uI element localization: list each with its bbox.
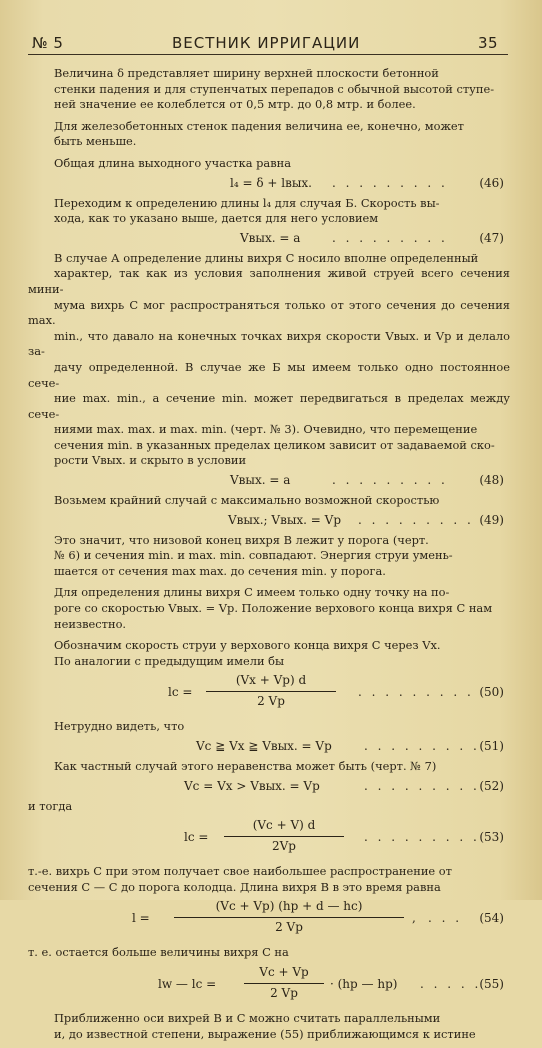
paragraph: Нетрудно видеть, что (54, 719, 185, 734)
header-rule (28, 54, 508, 55)
paragraph: Обозначим скорость струи у верхового конца вихря С через Vx. По аналогии с предыдущим имели бы (54, 638, 441, 668)
equation-49: Vвых.; Vвых. = Vр . . . . . . . . . (49) (228, 512, 504, 527)
paragraph: В случае А определение длины вихря С носило вполне определенный характер, так как из условия заполнения живой струей всего сечения мини- мума вихрь С мог распространяться только от этого сечения до сечения max. min., что давало на конечных точках вихря скорости Vвых. и Vр и делало за- дачу определенной. В случае же Б мы имеем только одно постоянное сече- ние max. min., а сечение min. может передвигаться в пределах между сече- ниями max. max. и max. min. (черт. № 3). Очевидно, что перемещение сечения min. в указанных пределах целиком зависит от задаваемой ско- рости Vвых. и скрыто в условии (28, 250, 510, 468)
paragraph: Переходим к определению длины l₄ для случая Б. Скорость вы- хода, как то указано выше, дается для него условием (54, 195, 440, 226)
paragraph: Как частный случай этого неравенства может быть (черт. № 7) (54, 759, 437, 773)
equation-47: Vвых. = a . . . . . . . . . (47) (240, 230, 504, 245)
paragraph: Общая длина выходного участка равна (54, 155, 292, 170)
paragraph: Для определения длины вихря С имеем только одну точку на по- роге со скоростью Vвых. = Vр. Положение верхового конца вихря С нам неизвестно. (54, 585, 493, 631)
equation-54: l = (Vс + Vр) (hр + d — hс) 2 Vр , . . . (54) (132, 899, 504, 935)
paragraph: т.-е. вихрь С при этом получает свое наибольшее распространение от сечения С — С до порога колодца. Длина вихря В в это время равна (28, 864, 452, 894)
paragraph: Для железобетонных стенок падения величина ее, конечно, может быть меньше. (54, 118, 464, 149)
equation-50: lс = (Vx + Vр) d 2 Vр . . . . . . . . . (50) (168, 673, 504, 709)
equation-48: Vвых. = a . . . . . . . . . (48) (230, 473, 504, 488)
equation-51: Vс ≧ Vx ≧ Vвых. = Vр . . . . . . . . . (51) (196, 739, 504, 753)
equation-53: lс = (Vс + V) d 2Vр . . . . . . . . . (53) (184, 818, 504, 854)
equation-46: l₄ = δ + lвых. . . . . . . . . . (46) (230, 175, 504, 190)
equation-52: Vс = Vx > Vвых. = Vр . . . . . . . . . (52) (184, 778, 504, 793)
paragraph: Величина δ представляет ширину верхней плоскости бетонной стенки падения и для ступенчатых перепадов с обычной высотой ступе- ней значение ее колеблется от 0,5 мтр. до 0,8 мтр. и более. (54, 66, 495, 112)
paragraph: и тогда (28, 798, 73, 813)
running-header (0, 28, 542, 54)
issue-number: № 5 (32, 34, 64, 52)
paragraph: Это значит, что низовой конец вихря В лежит у порога (черт. № 6) и сечения min. и max. min. совпадают. Энергия струи умень- шается от сечения max max. до сечения min. у порога. (54, 532, 453, 578)
paragraph: Возьмем крайний случай с максимально возможной скоростью (54, 493, 440, 508)
page-number: 35 (478, 34, 499, 52)
paragraph: Приближенно оси вихрей В и С можно считать параллельными и, до известной степени, выражение (55) приближающимся к истине (54, 1010, 476, 1041)
paragraph: т. е. остается больше величины вихря С на (28, 945, 289, 960)
journal-title: ВЕСТНИК ИРРИГАЦИИ (172, 34, 361, 52)
article-body (28, 66, 510, 1048)
equation-55: lw — lс = Vс + Vр 2 Vр · (hр — hр) . . . . . (55) (158, 964, 504, 1000)
